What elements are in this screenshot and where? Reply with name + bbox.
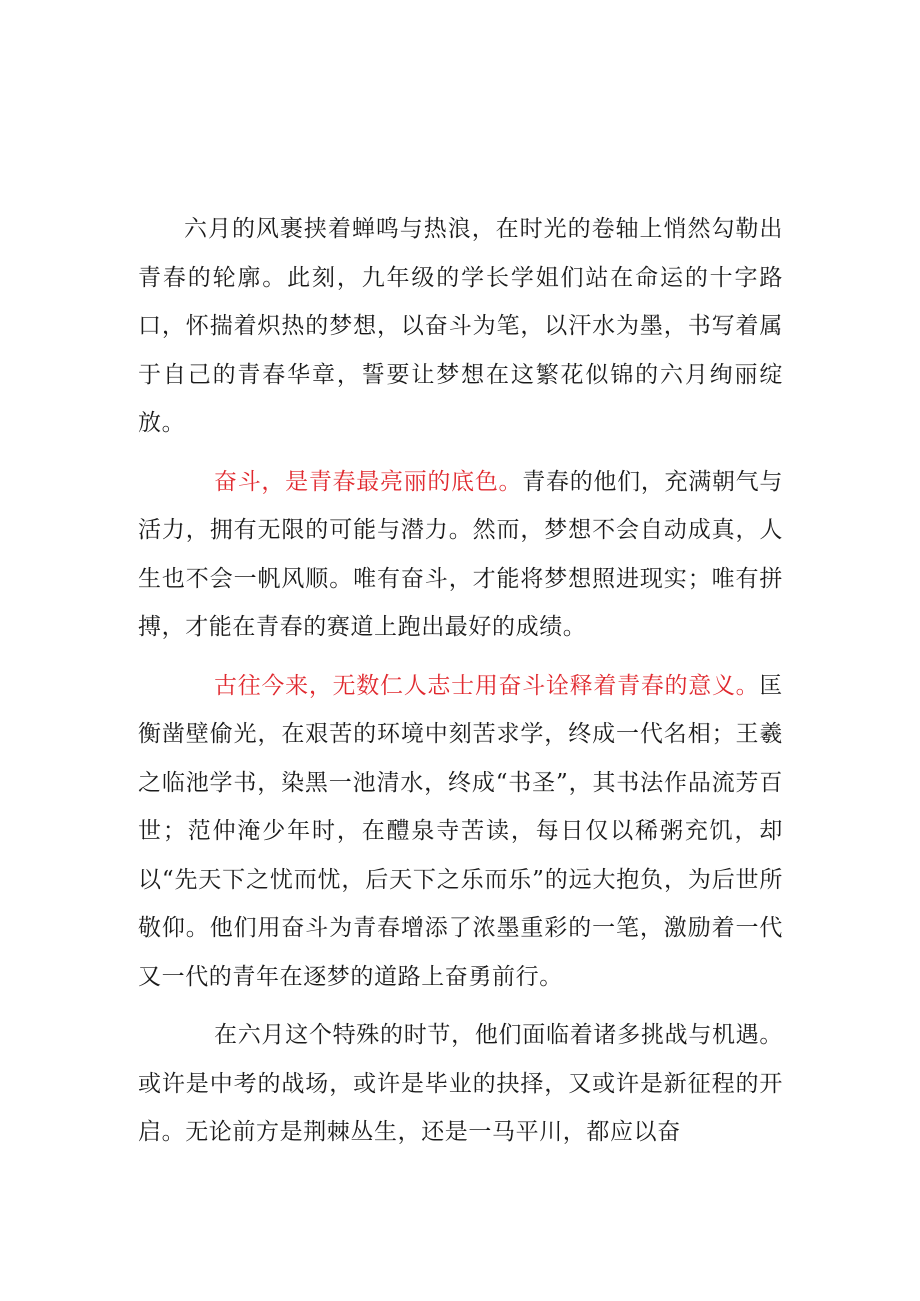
paragraph-june bbox=[138, 1011, 783, 1157]
paragraph-struggle-heading: 奋斗，是青春最亮丽的底色。 bbox=[214, 468, 523, 495]
paragraph-intro-text: 六月的风裹挟着蝉鸣与热浪，在时光的卷轴上悄然勾勒出青春的轮廓。此刻，九年级的学长学姐们站在命运的十字路口，怀揣着炽热的梦想，以奋斗为笔，以汗水为墨，书写着属于自己的青春华章，誓要让梦想在这繁花似锦的六月绚丽绽放。 bbox=[138, 216, 783, 436]
paragraph-struggle-text: 青春的他们，充满朝气与活力，拥有无限的可能与潜力。然而，梦想不会自动成真，人生也不会一帆风顺。唯有奋斗，才能将梦想照进现实；唯有拼搏，才能在青春的赛道上跑出最好的成绩。 bbox=[138, 468, 783, 640]
paragraph-history-heading: 古往今来，无数仁人志士用奋斗诠释着青春的意义。 bbox=[214, 672, 760, 699]
paragraph-history-text: 匡衡凿壁偷光，在艰苦的环境中刻苦求学，终成一代名相；王羲之临池学书，染黑一池清水，终成“书圣”，其书法作品流芳百世；范仲淹少年时，在醴泉寺苦读，每日仅以稀粥充饥，却以“先天下之忧而忧，后天下之乐而乐”的远大抱负，为后世所敬仰。他们用奋斗为青春增添了浓墨重彩的一笔，激励着一代又一代的青年在逐梦的道路上奋勇前行。 bbox=[138, 672, 783, 990]
paragraph-struggle bbox=[138, 458, 783, 652]
paragraph-june-text: 在六月这个特殊的时节，他们面临着诸多挑战与机遇。或许是中考的战场，或许是毕业的抉择，又或许是新征程的开启。无论前方是荆棘丛生，还是一马平川，都应以奋 bbox=[138, 1022, 783, 1145]
paragraph-intro bbox=[138, 205, 783, 448]
document-page bbox=[138, 205, 783, 1157]
paragraph-history bbox=[138, 662, 783, 1002]
